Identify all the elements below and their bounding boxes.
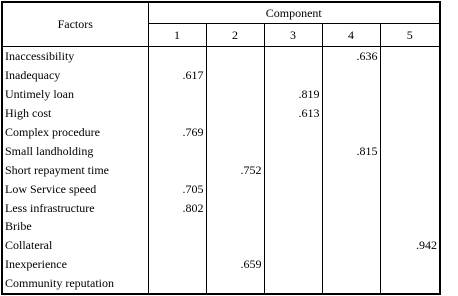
loading-cell	[380, 141, 440, 160]
loading-cell	[380, 104, 440, 123]
loading-cell	[322, 255, 380, 274]
component-number: 5	[380, 24, 440, 47]
component-matrix	[1, 1, 441, 295]
loading-cell	[322, 104, 380, 123]
loading-cell	[148, 217, 206, 236]
table-body	[2, 47, 440, 294]
loading-cell: .617	[148, 66, 206, 85]
loading-cell	[148, 104, 206, 123]
loading-cell: .705	[148, 179, 206, 198]
loading-cell	[148, 236, 206, 255]
loading-cell	[148, 141, 206, 160]
loading-cell	[322, 198, 380, 217]
table-row	[2, 236, 440, 255]
loading-cell	[322, 85, 380, 104]
loading-cell	[206, 47, 264, 66]
table-row	[2, 85, 440, 104]
table-row	[2, 179, 440, 198]
loading-cell: .769	[148, 123, 206, 142]
loading-cell	[206, 198, 264, 217]
factor-name: Small landholding	[2, 141, 148, 160]
loading-cell	[206, 66, 264, 85]
loading-cell	[322, 123, 380, 142]
table-row	[2, 104, 440, 123]
loading-cell: .659	[206, 255, 264, 274]
factors-header: Factors	[2, 2, 148, 47]
loading-cell	[322, 66, 380, 85]
table-row	[2, 255, 440, 274]
table-row	[2, 66, 440, 85]
loading-cell	[264, 198, 322, 217]
table-row	[2, 217, 440, 236]
loading-cell	[206, 217, 264, 236]
loading-cell	[380, 179, 440, 198]
component-header: Component	[148, 2, 440, 24]
factor-name: Less infrastructure	[2, 198, 148, 217]
loading-cell	[380, 198, 440, 217]
loading-cell	[380, 66, 440, 85]
component-number: 3	[264, 24, 322, 47]
loading-cell: .802	[148, 198, 206, 217]
component-number: 1	[148, 24, 206, 47]
loading-cell	[264, 141, 322, 160]
loading-cell: .942	[380, 236, 440, 255]
loading-cell	[206, 179, 264, 198]
table-row	[2, 274, 440, 294]
loading-cell: .636	[322, 47, 380, 66]
factor-name: Inexperience	[2, 255, 148, 274]
loading-cell	[264, 274, 322, 294]
loading-cell	[380, 85, 440, 104]
loading-cell	[148, 160, 206, 179]
table-row	[2, 160, 440, 179]
loading-cell	[148, 274, 206, 294]
table-row	[2, 198, 440, 217]
loading-cell	[206, 236, 264, 255]
table-row	[2, 47, 440, 66]
component-number: 4	[322, 24, 380, 47]
loading-cell: .752	[206, 160, 264, 179]
loading-cell	[148, 255, 206, 274]
table-row	[2, 123, 440, 142]
loading-cell	[206, 274, 264, 294]
loading-cell	[264, 217, 322, 236]
factor-name: High cost	[2, 104, 148, 123]
loading-cell	[264, 123, 322, 142]
loading-cell	[380, 160, 440, 179]
loading-cell	[380, 217, 440, 236]
loading-cell	[206, 85, 264, 104]
loading-cell: .613	[264, 104, 322, 123]
factor-name: Community reputation	[2, 274, 148, 294]
factor-name: Bribe	[2, 217, 148, 236]
loading-cell	[206, 123, 264, 142]
loading-cell	[380, 47, 440, 66]
loading-cell	[264, 66, 322, 85]
loading-cell: .815	[322, 141, 380, 160]
loading-cell	[380, 123, 440, 142]
loading-cell	[148, 47, 206, 66]
component-table	[1, 1, 441, 295]
loading-cell	[322, 160, 380, 179]
loading-cell	[322, 274, 380, 294]
loading-cell	[322, 236, 380, 255]
loading-cell	[380, 255, 440, 274]
factor-name: Inaccessibility	[2, 47, 148, 66]
loading-cell	[206, 141, 264, 160]
factor-name: Short repayment time	[2, 160, 148, 179]
loading-cell	[380, 274, 440, 294]
factor-name: Untimely loan	[2, 85, 148, 104]
table-row	[2, 141, 440, 160]
component-number: 2	[206, 24, 264, 47]
loading-cell	[322, 179, 380, 198]
loading-cell	[264, 236, 322, 255]
loading-cell	[206, 104, 264, 123]
loading-cell	[264, 255, 322, 274]
factor-name: Low Service speed	[2, 179, 148, 198]
loading-cell	[264, 179, 322, 198]
loading-cell	[148, 85, 206, 104]
loading-cell	[322, 217, 380, 236]
loading-cell	[264, 160, 322, 179]
loading-cell: .819	[264, 85, 322, 104]
loading-cell	[264, 47, 322, 66]
factor-name: Collateral	[2, 236, 148, 255]
factor-name: Complex procedure	[2, 123, 148, 142]
factor-name: Inadequacy	[2, 66, 148, 85]
